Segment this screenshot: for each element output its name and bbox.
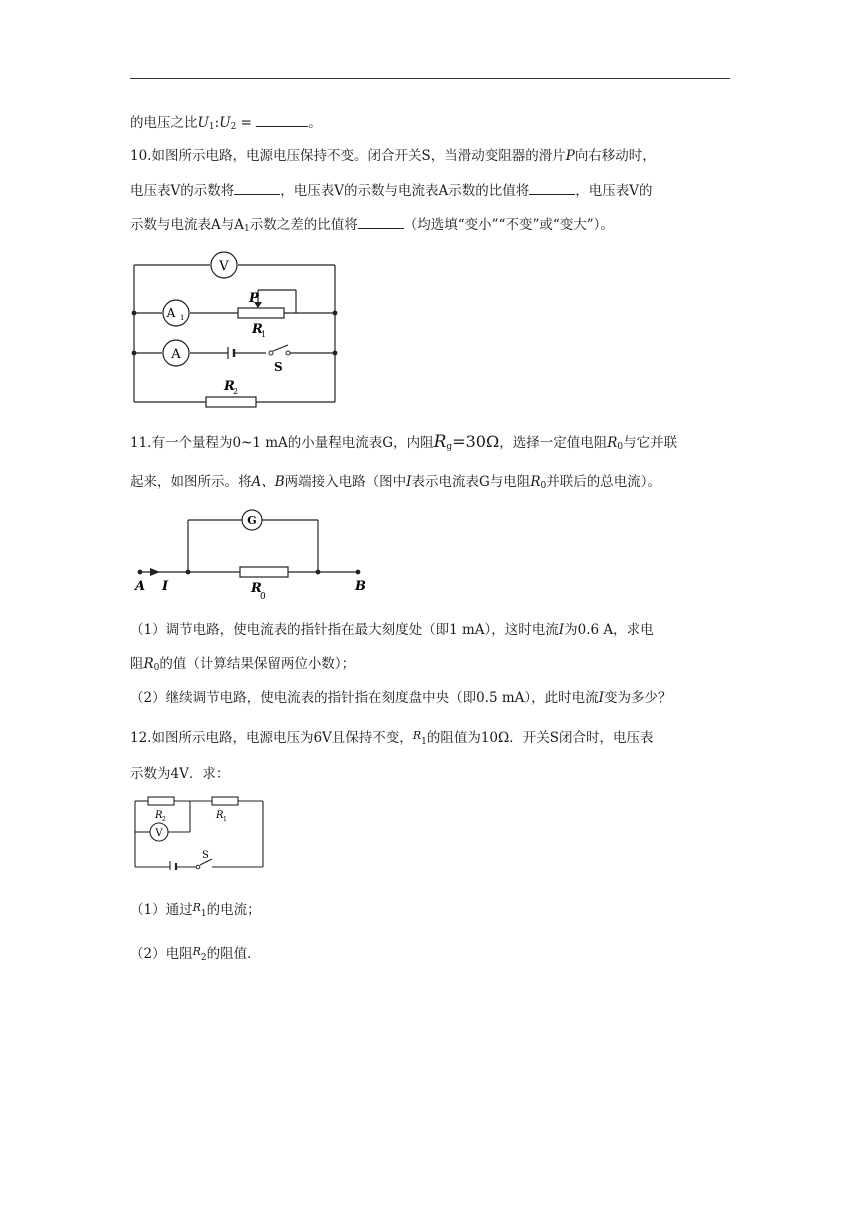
answer-blank[interactable] [529,180,575,195]
svg-text:1: 1 [223,816,227,823]
galvanometer-label: G [247,514,257,527]
q11-part1-line-2: 阻$R_0$的值（计算结果保留两位小数）； [130,656,356,673]
q12-part1-line: （1）通过$^R_1$的电流； [130,901,261,919]
q10-line-2: 电压表V的示数将 ，电压表V的示数与电流表A示数的比值将 ，电压表V的 [130,180,730,201]
current-i-label: I [162,579,169,594]
answer-blank[interactable] [256,112,308,127]
q11-part2-line: （2）继续调节电路，使电流表的指针指在刻度盘中央（即0.5 mA），此时电流I变为多少？ [130,690,672,706]
ammeter-a-label: A [171,347,181,362]
q12-line-1: 12.如图所示电路，电源电压为6V且保持不变，$^R_1$的阻值为10Ω．开关S闭合时，电压表 [130,729,654,747]
ammeter-a1-label: A [166,306,176,320]
q10-circuit-diagram [128,250,344,412]
voltmeter-label: V [155,828,163,839]
q11-line-2: 起来，如图所示。将A、B两端接入电路（图中I表示电流表G与电阻$R_0$并联后的总电流）。 [130,474,661,491]
switch-s-label: S [202,850,209,861]
terminal-a-label: A [135,579,146,594]
r2-label: R [224,379,235,394]
q10-line-3: 示数与电流表A与$A_1$示数之差的比值将 （均选填“变小”“不变”或“变大”）。 [130,214,730,239]
switch-contact-icon [286,351,290,355]
terminal-b-label: B [355,579,366,594]
r0-label: R [251,581,262,596]
svg-text:0: 0 [260,592,266,602]
q12-circuit-diagram [130,794,270,870]
voltmeter-label: V [219,259,229,274]
q10-line-1: 10.如图所示电路，电源电压保持不变。闭合开关S，当滑动变阻器的滑片P向右移动时， [130,148,656,164]
svg-text:2: 2 [233,387,239,396]
q11-circuit-diagram [130,508,370,604]
answer-blank[interactable] [234,180,280,195]
current-arrow-icon [150,568,160,576]
q11-part1-line-1: （1）调节电路，使电流表的指针指在最大刻度处（即1 mA），这时电流I为0.6 A，求电 [130,622,654,638]
answer-blank[interactable] [358,214,404,229]
svg-text:2: 2 [162,816,166,823]
r1-label: R [252,322,263,337]
svg-text:1: 1 [261,330,267,339]
q12-line-2: 示数为4V．求： [130,766,230,782]
q11-line-1: 11.有一个量程为0~1 mA的小量程电流表G，内阻$R_g=30\Omega$，选择一定值电阻$R_0$与它并联 [130,432,678,452]
r1-label: R [216,810,224,821]
switch-contact-icon [269,351,273,355]
switch-contact-icon [196,865,200,869]
svg-text:1: 1 [180,314,185,322]
r2-label: R [155,810,163,821]
q12-part2-line: （2）电阻$^R_2$的阻值． [130,945,261,963]
switch-s-label: S [274,360,283,374]
slider-p-label: P [249,291,259,306]
q9-tail-line: 的电压之比$U_1:U_2$ = 。 [130,112,730,137]
header-rule [130,78,730,79]
